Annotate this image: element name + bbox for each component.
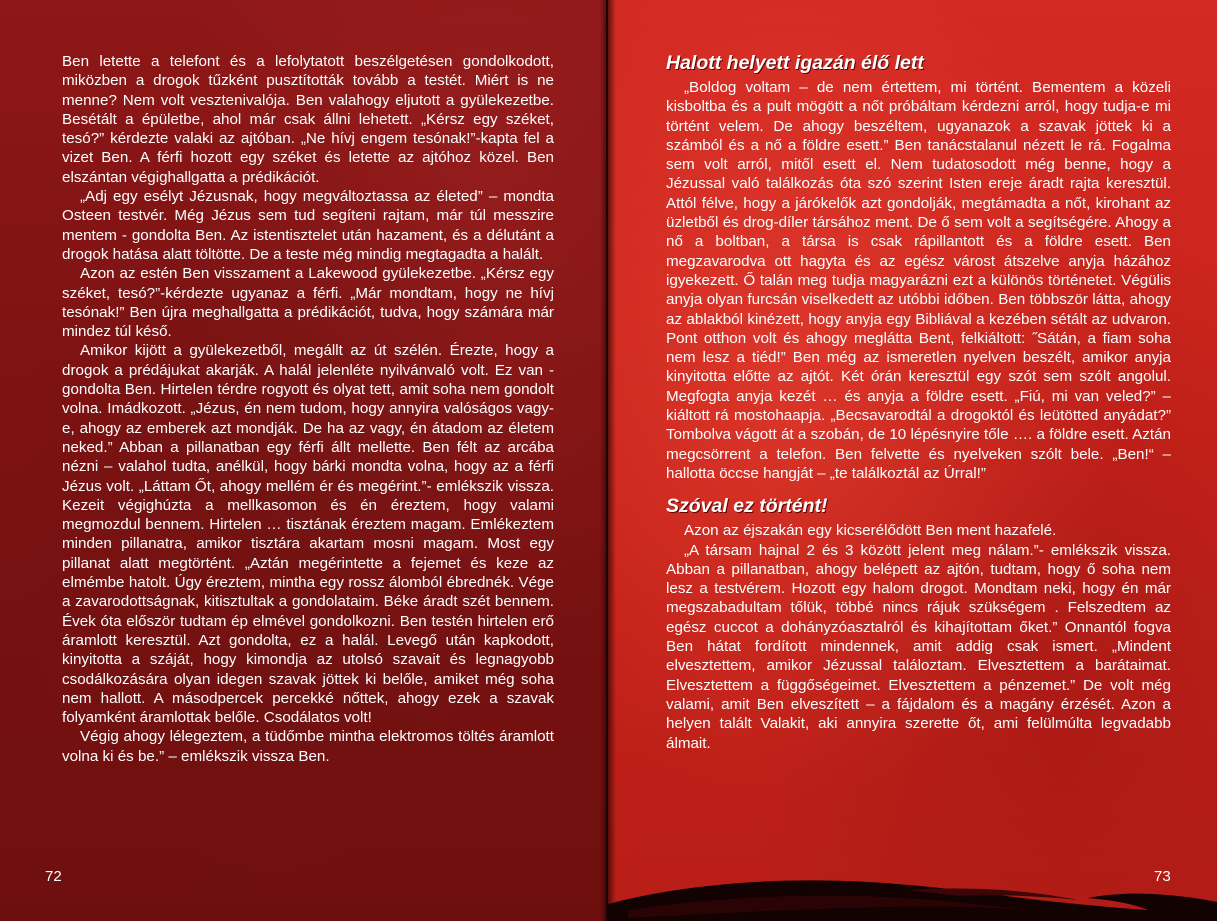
section-heading: Szóval ez történt!	[666, 495, 828, 518]
left-page-body	[62, 52, 554, 766]
paragraph: Azon az estén Ben visszament a Lakewood gyülekezetbe. „Kérsz egy széket, tesó?”-kérdezte ugyanaz a férfi. „Már mondtam, hogy ne hívj tesónak!” Ben újra meghallgatta a prédikációt, tudva, hogy számára már mindez túl késő.	[62, 265, 554, 341]
page-number-right: 73	[1154, 868, 1171, 885]
paragraph: „Boldog voltam – de nem értettem, mi történt. Bementem a közeli kisboltba és a pult mögött a nőt próbáltam kérdezni arról, hogy tudja-e mi történt velem. De ahogy beszéltem, ugyanazok a szavak jöttek ki a számból és a nő a földre esett.” Ben tanácstalanul nézett le rá. Fogalma sem volt arról, mitől esett el. Nem tudatosodott még benne, hogy a Jézussal való találkozás óta szó szerint Isten ereje áradt rajta keresztül. Attól félve, hogy a járókelők azt gondolják, megtámadta a nőt, kirohant az üzletből és drog-díler társához ment. De ő sem volt a segítségére. Ahogy a nő a boltban, a társa is csak rápillantott és a földre esett. Ben megzavarodva ott hagyta és az egész várost átszelve anyja házához igyekezett. Ő talán meg tudja magyarázni ezt a különös történetet. Végülis anyja olyan furcsán viselkedett az utóbbi időben. Ben többször látta, ahogy az ablakból kinézett, hogy anyja egy Bibliával a kezében sétált az udvaron. Pont otthon volt és ahogy meglátta Bent, felkiáltott: ˝Sátán, a fiam soha nem lesz a tiéd!” Ben még az ismeretlen nyelven beszélt, amikor anyja kinyitotta előtte az ajtót. Két órán keresztül egy szót sem szólt angolul. Megfogta anyja kezét … és anyja a földre esett. „Fiú, mi van veled?” – kiáltott rá mostohaapja. „Becsavarodtál a drogoktól és leütötted anyádat?” Tombolva vágott át a szobán, de 10 lépésnyire tőle …. a földre esett. Aztán megcsörrent a telefon. Ben felvette és nyelveken szólt bele. „Ben!“ – hallotta öccse hangját – „te találkoztál az Úrral!”	[666, 79, 1171, 482]
page-number-left: 72	[45, 868, 62, 885]
left-page	[0, 0, 606, 921]
paragraph: Végig ahogy lélegeztem, a tüdőmbe mintha elektromos töltés áramlott volna ki és be.” – emlékszik vissza Ben.	[62, 728, 554, 765]
right-page	[608, 0, 1217, 921]
paragraph: Azon az éjszakán egy kicserélődött Ben ment hazafelé.	[684, 522, 1057, 540]
paragraph: Ben letette a telefont és a lefolytatott beszélgetésen gondolkodott, miközben a drogok tűzként pusztították tovább a testét. Miért is ne menne? Nem volt vesztenivalója. Ben valahogy eljutott a gyülekezetbe. Besétált a épületbe, ahol már csak állni lehetett. „Kérsz egy széket, tesó?” kérdezte valaki az ajtóban. „Ne hívj engem tesónak!”-kapta fel a vizet Ben. A férfi hozott egy széket és letette az ajtóhoz közel. Ben elszántan végighallgatta a prédikációt.	[62, 53, 554, 186]
flame-decoration-icon	[608, 860, 1217, 921]
paragraph: „A társam hajnal 2 és 3 között jelent meg nálam.”- emlékszik vissza. Abban a pillanatban, ahogy belépett az ajtón, tudtam, hogy ő soha nem lesz a testvérem. Hozott egy halom drogot. Mondtam neki, hogy én már megszabadultam tőlük, többé nincs rájuk szükségem . Felszedtem az egész cuccot a dohányzóasztalról és kihajítottam őket.” Onnantól fogva Ben hátat fordított mindennek, amit addig csak ismert. „Mindent elvesztettem, amikor Jézussal találoztam. Elvesztettem a barátaimat. Elvesztettem a függőségeimet. Elvesztettem a pénzemet.” De volt még valami, amit Ben elveszített – a fájdalom és a magány érzését. Azon a helyen talált Valakit, aki annyira szerette őt, ami felülmúlta legvadabb álmait.	[666, 541, 1171, 752]
paragraph: „Adj egy esélyt Jézusnak, hogy megváltoztassa az életed” – mondta Osteen testvér. Még Jézus sem tud segíteni rajtam, már túl messzire mentem - gondolta Ben. Az istentisztelet után hazament, és a délutánt a drogok hatása alatt töltötte. De a teste még mindig megtagadta a halált.	[62, 188, 554, 263]
section-heading: Halott helyett igazán élő lett	[666, 52, 924, 74]
book-gutter	[600, 0, 616, 921]
paragraph: Amikor kijött a gyülekezetből, megállt az út szélén. Érezte, hogy a drogok a prédájukat akarják. A halál jelenléte nyilvánvaló volt. Ez van - gondolta Ben. Hirtelen térdre rogyott és olyat tett, amit soha nem gondolt volna. Imádkozott. „Jézus, én nem tudom, hogy annyira valóságos vagy-e, ahogy az emberek azt mondják. De ha az vagy, én átadom az életem neked.” Abban a pillanatban egy férfi állt mellette. Ben félt az arcába nézni – valahol tudta, anélkül, hogy bárki mondta volna, hogy az a férfi Jézus volt. „Láttam Őt, ahogy mellém ér és megérint.”- emlékszik vissza. Kezeit végighúzta a mellkasomon és én éreztem, hogy valami megmozdul bennem. Hirtelen … tisztának éreztem magam. Emlékeztem minden pillanatra, amikor tisztára akartam mosni magam. Most egy pillanat alatt megtörtént. „Aztán megérintette a fejemet és keze az elmémbe hatolt. Úgy éreztem, mintha egy rossz álomból ébrednék. Vége a zavarodottságnak, kitisztultak a gondolataim. Béke áradt szét bennem. Évek óta először tudtam ép elmével gondolkozni. Ben testén hirtelen erő áramlott keresztül. Azt gondolta, ez a halál. Levegő után kapkodott, kinyitotta a száját, hogy kimondja az utolsó szavait és legnagyobb csodálkozására olyan idegen szavak jöttek ki belőle, amiket még soha nem hallott. A másodpercek percekké nőttek, ahogy ezek a szavak folyamként áramlottak belőle. Csodálatos volt!	[62, 342, 554, 727]
right-page-body	[666, 52, 1171, 753]
